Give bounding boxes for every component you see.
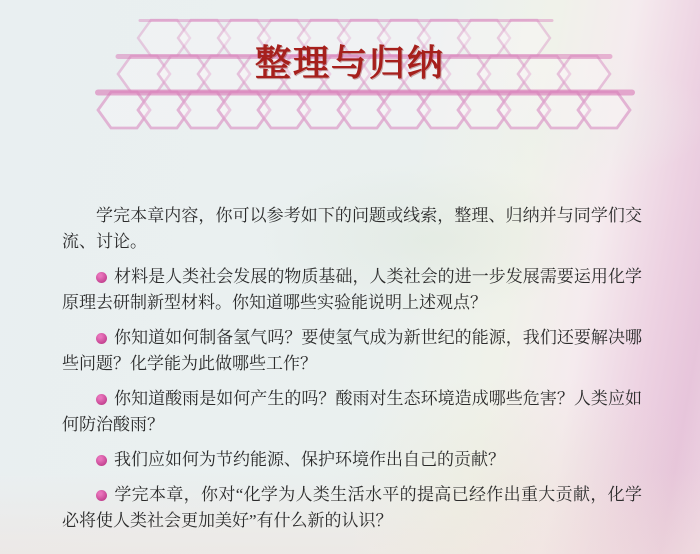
question-text: 材料是人类社会发展的物质基础，人类社会的进一步发展需要运用化学原理去研制新型材料。你知道哪些实验能说明上述观点？ (62, 267, 642, 312)
question-text: 学完本章，你对“化学为人类生活水平的提高已经作出重大贡献，化学必将使人类社会更加美好”有什么新的认识？ (62, 485, 642, 530)
question-item (62, 482, 642, 534)
question-item (62, 447, 642, 473)
intro-paragraph (62, 203, 642, 255)
bullet-icon (96, 333, 107, 344)
content-area (62, 203, 642, 543)
question-item (62, 264, 642, 316)
question-item (62, 386, 642, 438)
bullet-icon (96, 394, 107, 405)
header-banner (0, 0, 700, 170)
bullet-icon (96, 272, 107, 283)
question-text: 你知道如何制备氢气吗？要使氢气成为新世纪的能源，我们还要解决哪些问题？化学能为此做哪些工作？ (62, 328, 642, 373)
question-item (62, 325, 642, 377)
page-title: 整理与归纳 (254, 43, 445, 83)
bullet-icon (96, 455, 107, 466)
intro-text: 学完本章内容，你可以参考如下的问题或线索，整理、归纳并与同学们交流、讨论。 (62, 206, 642, 251)
bullet-icon (96, 490, 107, 501)
question-text: 你知道酸雨是如何产生的吗？酸雨对生态环境造成哪些危害？人类应如何防治酸雨？ (62, 389, 642, 434)
question-text: 我们应如何为节约能源、保护环境作出自己的贡献？ (114, 450, 505, 469)
